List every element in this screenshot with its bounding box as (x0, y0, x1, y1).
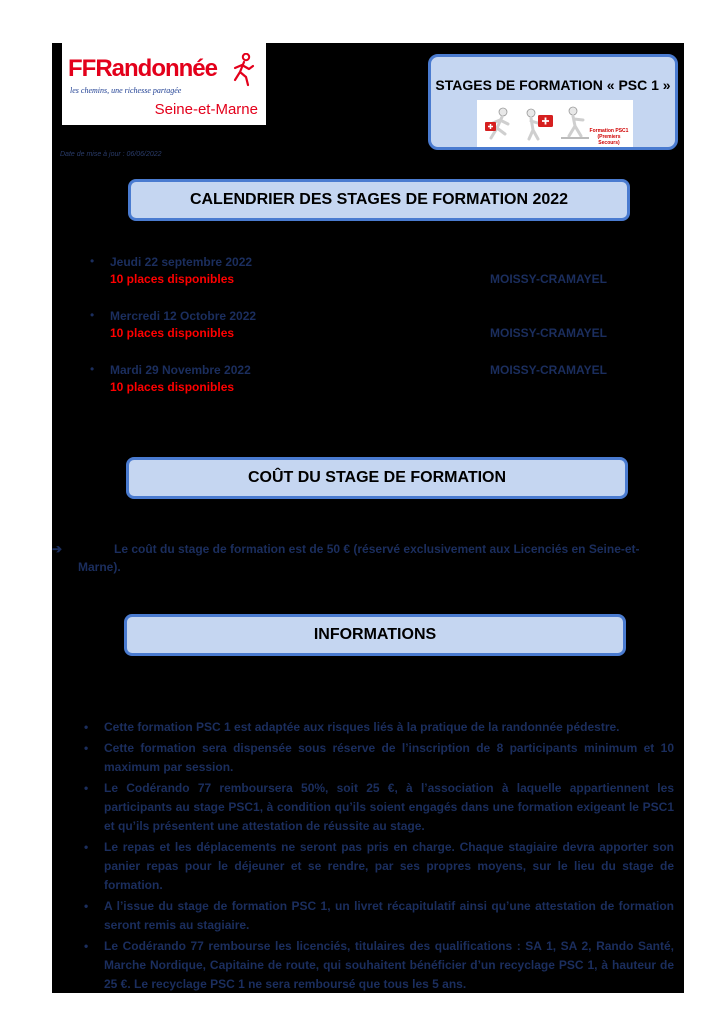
psc-header-box (428, 54, 678, 150)
psc-header-title: STAGES DE FORMATION « PSC 1 » (435, 77, 671, 93)
bullet-icon: • (84, 939, 89, 953)
update-date: Date de mise à jour : 06/06/2022 (60, 151, 162, 158)
session-list (90, 251, 660, 413)
first-aid-runner-icon (481, 106, 515, 142)
session-location: MOISSY-CRAMAYEL (490, 363, 607, 377)
cost-paragraph (52, 540, 680, 576)
info-item: • A l’issue du stage de formation PSC 1, un livret récapitulatif ainsi qu’une attestation de formation seront remis au stagiaire. (84, 899, 674, 932)
calendar-banner (128, 179, 630, 221)
bullet-icon: • (90, 254, 95, 268)
bullet-icon: • (90, 362, 95, 376)
session-location: MOISSY-CRAMAYEL (490, 326, 607, 340)
session-places: 10 places disponibles (110, 380, 235, 394)
first-aid-kit-icon (521, 106, 555, 142)
info-item: • Cette formation PSC 1 est adaptée aux risques liés à la pratique de la randonnée pédestre. (82, 718, 674, 737)
bullet-icon: • (90, 308, 95, 322)
session-item (90, 359, 660, 413)
first-aid-illustration (477, 100, 633, 147)
session-location: MOISSY-CRAMAYEL (490, 272, 607, 286)
rescuer-icon (559, 106, 593, 142)
session-places: 10 places disponibles (110, 272, 235, 286)
document-page (52, 43, 684, 993)
session-item (90, 305, 660, 359)
bullet-icon: • (84, 741, 89, 755)
cost-banner (126, 457, 628, 499)
session-item (90, 251, 660, 305)
session-places: 10 places disponibles (110, 326, 235, 340)
info-item: • Le repas et les déplacements ne seront pas pris en charge. Chaque stagiaire devra apporter son panier repas pour le déjeuner et se rendre, par ses propres moyens, sur le lieu du stage de formation. (84, 840, 674, 892)
bullet-icon: • (84, 899, 89, 913)
logo-tagline: les chemins, une richesse partagée (70, 86, 182, 95)
bullet-icon: • (84, 840, 89, 854)
illustration-caption: Formation PSC1 (Premiers Secours) (589, 128, 629, 146)
session-date: Jeudi 22 septembre 2022 (110, 255, 253, 269)
bullet-icon: • (84, 781, 89, 795)
session-date: Mercredi 12 Octobre 2022 (110, 309, 257, 323)
logo-department: Seine-et-Marne (154, 101, 258, 118)
info-item: • Cette formation sera dispensée sous réserve de l’inscription de 8 participants minimum et 10 maximum par session. (84, 741, 674, 774)
logo-wordmark: FFRandonnée (68, 55, 218, 82)
ffrandonnee-logo (62, 43, 266, 125)
cost-text: Le coût du stage de formation est de 50 € (réservé exclusivement aux Licenciés en Seine-et-Marne). (78, 542, 640, 574)
info-banner (124, 614, 626, 656)
calendar-title: CALENDRIER DES STAGES DE FORMATION 2022 (189, 191, 569, 208)
info-item: • Le Codérando 77 remboursera 50%, soit 25 €, à l’association à laquelle appartiennent les participants au stage PSC1, à condition qu’ils soient engagés dans une formation exigeant le PSC1 et qu’ils présentent une attestation de réussite au stage. (84, 781, 674, 833)
bullet-icon: • (84, 720, 89, 734)
info-list (82, 718, 674, 993)
info-title: INFORMATIONS (313, 626, 437, 643)
hiker-icon (228, 53, 256, 87)
cost-title: COÛT DU STAGE DE FORMATION (247, 469, 507, 486)
info-item: • Le Codérando 77 rembourse les licenciés, titulaires des qualifications : SA 1, SA 2, Rando Santé, Marche Nordique, Capitaine de route, qui souhaitent bénéficier d’un recyclage PSC 1, à hauteur de 25 €. Le recyclage PSC 1 ne sera remboursé que tous les 5 ans. (84, 939, 674, 991)
session-date: Mardi 29 Novembre 2022 (110, 363, 251, 377)
arrow-right-icon: ➔ (52, 542, 63, 556)
